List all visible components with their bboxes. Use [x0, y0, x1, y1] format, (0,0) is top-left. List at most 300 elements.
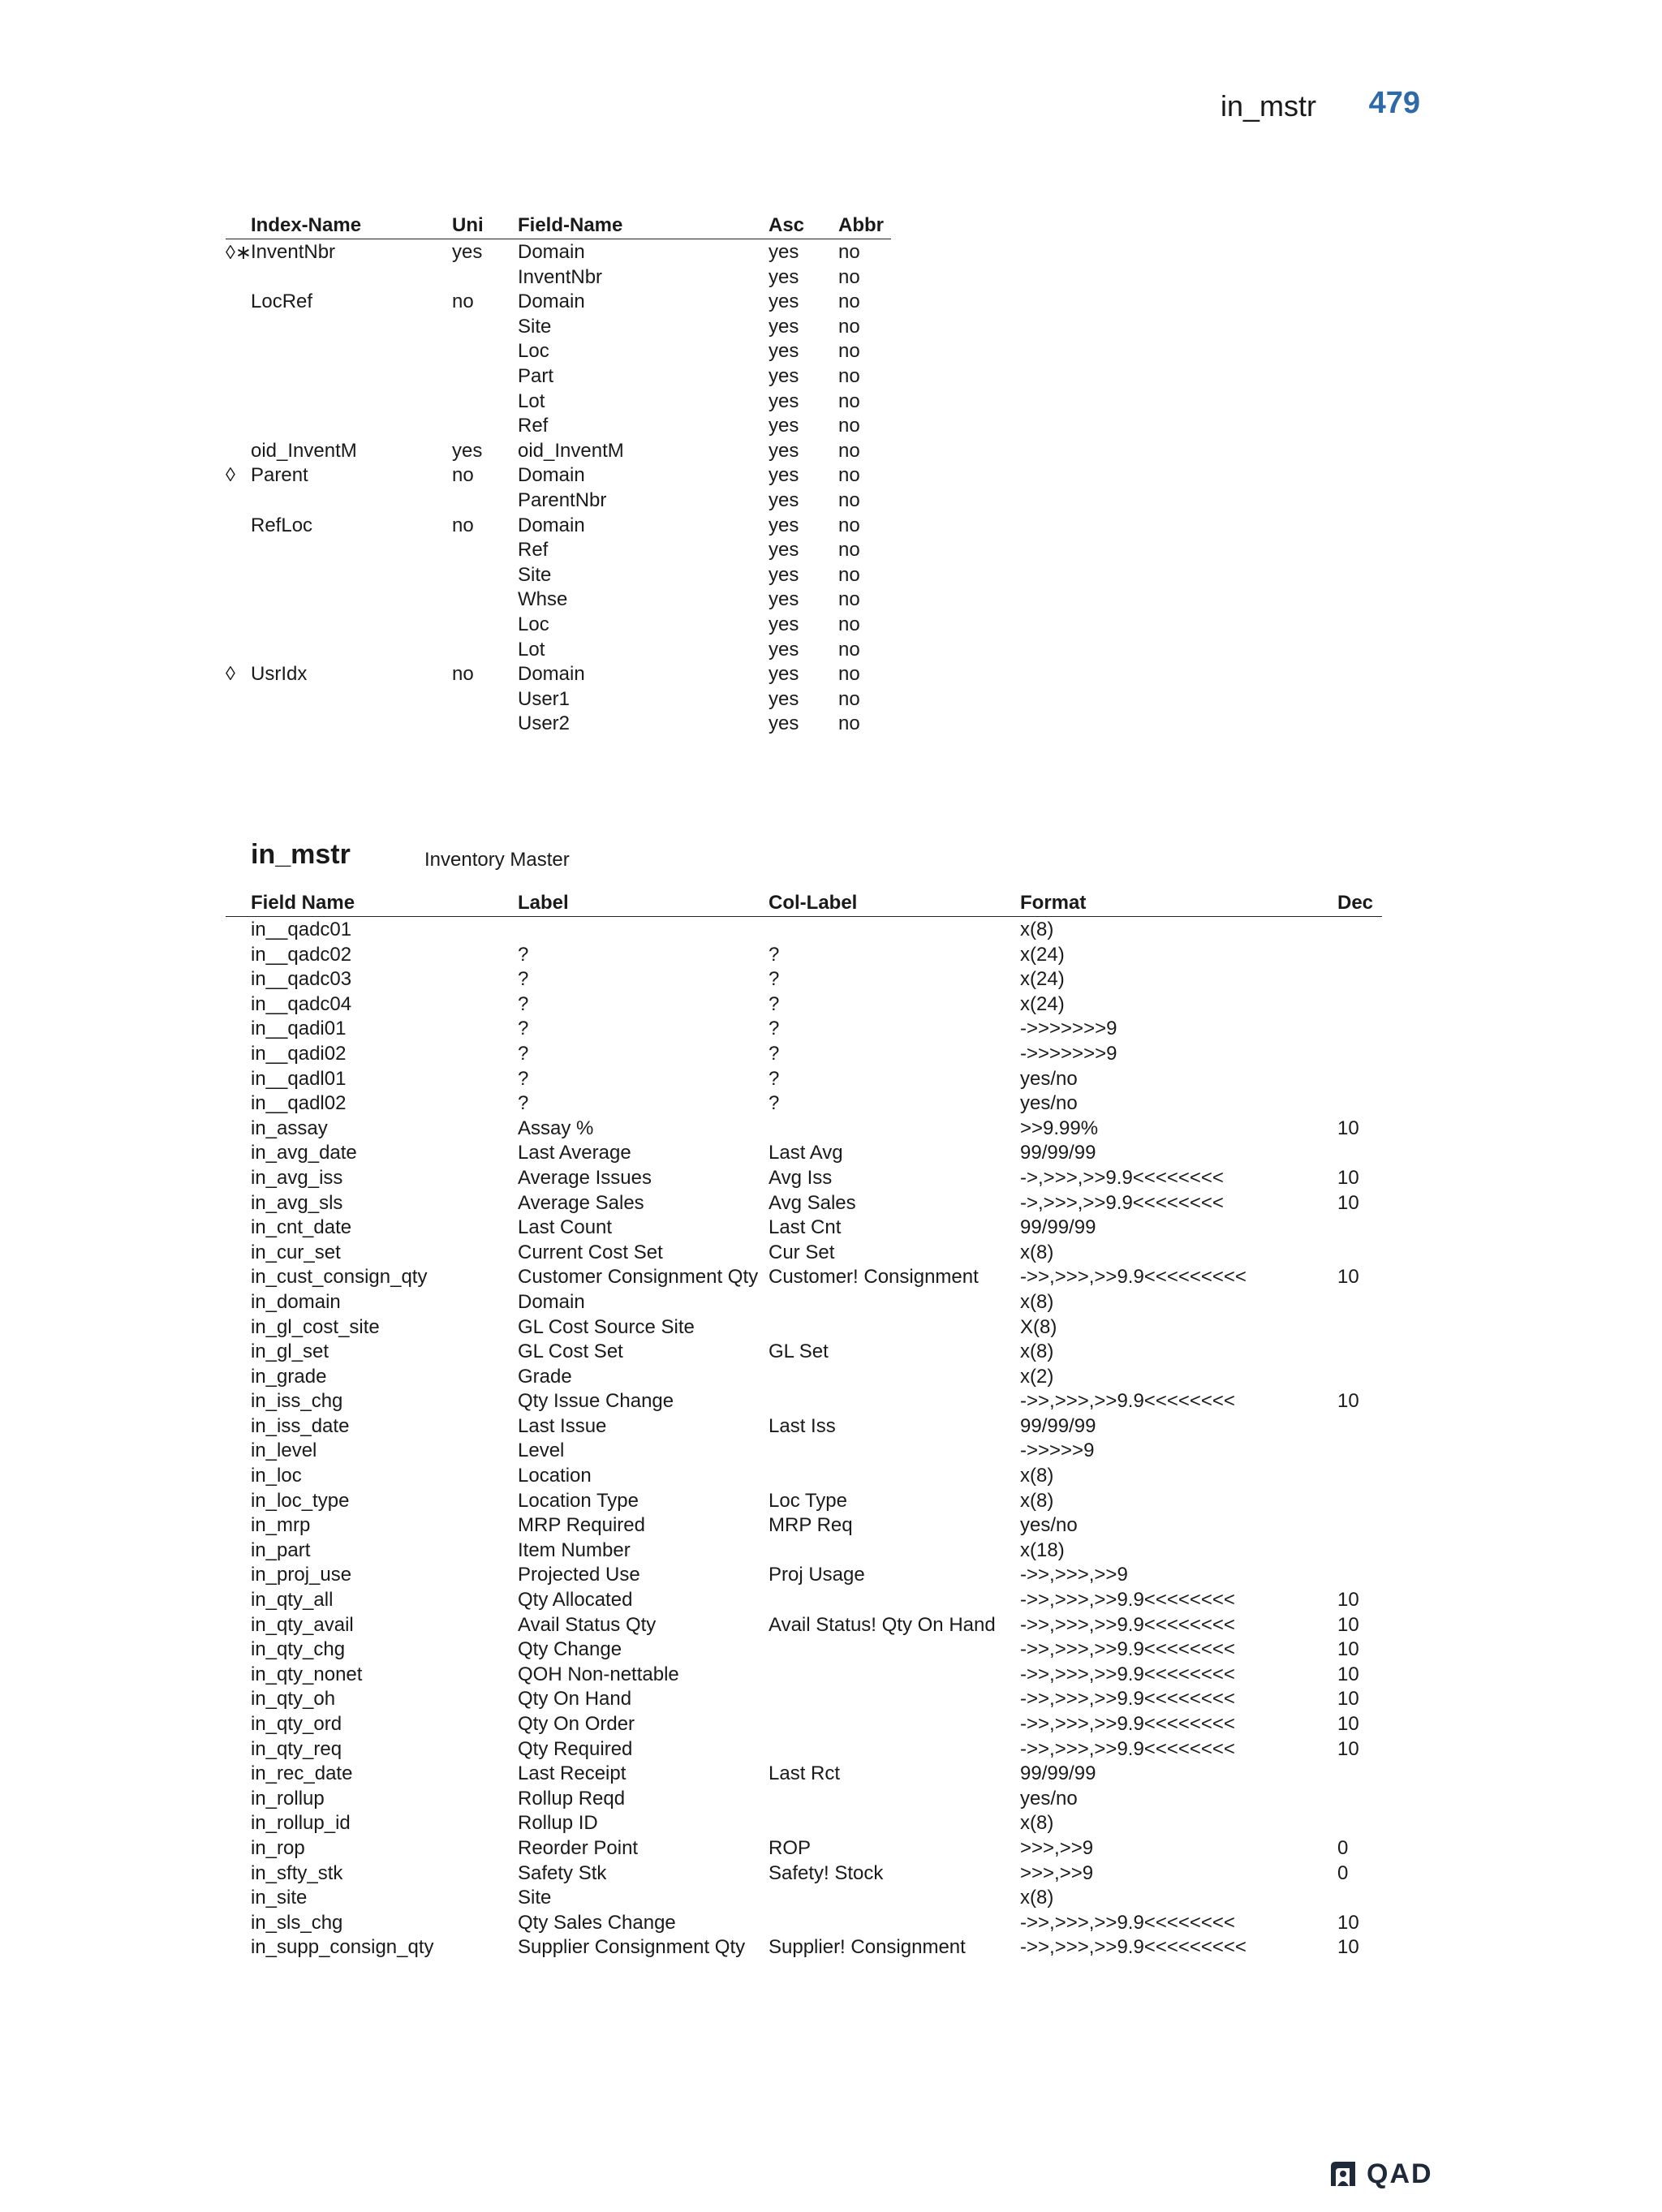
label-cell: Location	[518, 1465, 592, 1487]
format-cell: ->>>>>9	[1020, 1440, 1095, 1462]
field-table-row	[226, 1612, 1382, 1637]
format-cell: x(24)	[1020, 968, 1065, 991]
abbreviated-cell: no	[838, 415, 860, 437]
format-cell: ->>,>>>,>>9.9<<<<<<<<	[1020, 1713, 1235, 1735]
col-label-cell: Cur Set	[769, 1241, 835, 1263]
label-cell: Last Issue	[518, 1414, 607, 1437]
col-label-cell: MRP Req	[769, 1514, 853, 1537]
label-cell: Reorder Point	[518, 1836, 639, 1859]
abbreviated-cell: no	[838, 315, 860, 338]
unique-cell: no	[452, 663, 474, 686]
col-label-cell: Last Rct	[769, 1762, 841, 1785]
field-table-row	[226, 1066, 1382, 1091]
label-cell: Qty On Hand	[518, 1688, 632, 1711]
field-name-cell: User2	[518, 712, 571, 735]
field-table-row	[226, 1637, 1382, 1662]
col-label-cell: ?	[769, 1067, 780, 1090]
label-cell: ?	[518, 992, 529, 1015]
unique-cell: yes	[452, 439, 483, 462]
label-cell: GL Cost Set	[518, 1341, 623, 1363]
ascending-cell: yes	[769, 488, 799, 511]
format-cell: >>>,>>9	[1020, 1861, 1094, 1884]
format-cell: ->>,>>>,>>9.9<<<<<<<<	[1020, 1613, 1235, 1636]
field-name-cell: User1	[518, 687, 571, 710]
label-cell: Rollup Reqd	[518, 1787, 626, 1810]
field-table-row	[226, 966, 1382, 992]
label-cell: Rollup ID	[518, 1812, 598, 1835]
label-cell: Last Count	[518, 1216, 613, 1239]
field-table-row	[226, 1686, 1382, 1711]
ascending-cell: yes	[769, 364, 799, 387]
field-name-cell: in__qadc02	[251, 943, 352, 966]
field-name-cell: in_proj_use	[251, 1564, 352, 1586]
ascending-cell: yes	[769, 340, 799, 363]
field-name-cell: Ref	[518, 415, 549, 437]
decimals-cell: 10	[1337, 1688, 1359, 1711]
field-name-cell: in_cnt_date	[251, 1216, 352, 1239]
field-name-cell: in_avg_iss	[251, 1166, 343, 1189]
format-cell: 99/99/99	[1020, 1142, 1096, 1164]
unique-cell: no	[452, 290, 474, 313]
index-table-row	[226, 239, 891, 265]
unique-cell: no	[452, 514, 474, 536]
field-name-cell: in__qadi01	[251, 1018, 347, 1040]
col-label-cell: Last Cnt	[769, 1216, 842, 1239]
decimals-cell: 10	[1337, 1266, 1359, 1289]
ascending-cell: yes	[769, 588, 799, 611]
col-header-dec: Dec	[1337, 892, 1374, 914]
field-name-cell: Domain	[518, 464, 585, 487]
col-label-cell: Avg Iss	[769, 1166, 833, 1189]
field-name-cell: in_gl_cost_site	[251, 1315, 380, 1338]
field-name-cell: in_grade	[251, 1365, 327, 1388]
field-table-row	[226, 1116, 1382, 1141]
field-name-cell: in_loc_type	[251, 1489, 350, 1512]
field-table-row	[226, 1835, 1382, 1861]
field-name-cell: Site	[518, 563, 552, 586]
abbreviated-cell: no	[838, 638, 860, 661]
col-label-cell: ?	[769, 992, 780, 1015]
abbreviated-cell: no	[838, 687, 860, 710]
ascending-cell: yes	[769, 464, 799, 487]
abbreviated-cell: no	[838, 340, 860, 363]
field-name-cell: Domain	[518, 290, 585, 313]
ascending-cell: yes	[769, 514, 799, 536]
field-name-cell: in_qty_ord	[251, 1713, 342, 1735]
format-cell: x(8)	[1020, 1241, 1054, 1263]
field-table-row	[226, 1140, 1382, 1165]
field-name-cell: in_cur_set	[251, 1241, 341, 1263]
label-cell: ?	[518, 1018, 529, 1040]
field-name-cell: in_rollup	[251, 1787, 325, 1810]
label-cell: Average Sales	[518, 1191, 644, 1214]
label-cell: Average Issues	[518, 1166, 652, 1189]
decimals-cell: 10	[1337, 1166, 1359, 1189]
ascending-cell: yes	[769, 415, 799, 437]
format-cell: yes/no	[1020, 1787, 1078, 1810]
field-table-header	[226, 890, 1382, 917]
decimals-cell: 10	[1337, 1737, 1359, 1760]
field-table-row	[226, 1364, 1382, 1389]
label-cell: Level	[518, 1440, 565, 1462]
field-table-row	[226, 1388, 1382, 1414]
format-cell: ->>>>>>>9	[1020, 1018, 1117, 1040]
index-table	[226, 213, 891, 736]
format-cell: ->,>>>,>>9.9<<<<<<<<	[1020, 1166, 1224, 1189]
field-table-row	[226, 1562, 1382, 1587]
ascending-cell: yes	[769, 687, 799, 710]
field-table-row	[226, 1289, 1382, 1315]
format-cell: >>9.99%	[1020, 1117, 1099, 1139]
index-table-row	[226, 661, 891, 686]
index-table-row	[226, 612, 891, 637]
format-cell: x(8)	[1020, 1290, 1054, 1313]
index-table-row	[226, 686, 891, 712]
field-name-cell: Whse	[518, 588, 568, 611]
decimals-cell: 10	[1337, 1117, 1359, 1139]
format-cell: ->>,>>>,>>9.9<<<<<<<<	[1020, 1638, 1235, 1661]
field-table-row	[226, 1190, 1382, 1216]
format-cell: 99/99/99	[1020, 1414, 1096, 1437]
col-label-cell: Last Avg	[769, 1142, 843, 1164]
format-cell: x(8)	[1020, 919, 1054, 940]
index-table-header	[226, 213, 891, 239]
format-cell: 99/99/99	[1020, 1762, 1096, 1785]
decimals-cell: 0	[1337, 1836, 1349, 1859]
label-cell: Domain	[518, 1290, 585, 1313]
field-name-cell: Site	[518, 315, 552, 338]
field-name-cell: in_level	[251, 1440, 317, 1462]
field-name-cell: Domain	[518, 241, 585, 263]
index-name-cell: oid_InventM	[251, 439, 357, 462]
field-table-row	[226, 1215, 1382, 1240]
col-label-cell: ROP	[769, 1836, 812, 1859]
col-label-cell: Avail Status! Qty On Hand	[769, 1613, 996, 1636]
col-header-field-name: Field Name	[251, 892, 355, 914]
label-cell: Item Number	[518, 1539, 631, 1561]
abbreviated-cell: no	[838, 364, 860, 387]
format-cell: ->>>>>>>9	[1020, 1042, 1117, 1065]
field-name-cell: in_rec_date	[251, 1762, 353, 1785]
index-marker: ◊	[226, 663, 235, 686]
col-header-field-name: Field-Name	[518, 214, 623, 236]
field-name-cell: in_sls_chg	[251, 1911, 343, 1934]
format-cell: 99/99/99	[1020, 1216, 1096, 1239]
field-name-cell: in_qty_req	[251, 1737, 342, 1760]
decimals-cell: 10	[1337, 1911, 1359, 1934]
unique-cell: no	[452, 464, 474, 487]
format-cell: x(2)	[1020, 1365, 1054, 1388]
ascending-cell: yes	[769, 613, 799, 635]
label-cell: Customer Consignment Qty	[518, 1266, 759, 1289]
label-cell: Qty Required	[518, 1737, 633, 1760]
label-cell: ?	[518, 1067, 529, 1090]
field-table-row	[226, 1091, 1382, 1116]
col-header-abbr: Abbr	[838, 214, 884, 236]
col-label-cell: GL Set	[769, 1341, 829, 1363]
field-name-cell: in_iss_chg	[251, 1390, 343, 1413]
ascending-cell: yes	[769, 265, 799, 288]
abbreviated-cell: no	[838, 663, 860, 686]
format-cell: yes/no	[1020, 1514, 1078, 1537]
label-cell: QOH Non-nettable	[518, 1663, 679, 1685]
index-table-row	[226, 562, 891, 587]
ascending-cell: yes	[769, 290, 799, 313]
decimals-cell: 10	[1337, 1191, 1359, 1214]
decimals-cell: 10	[1337, 1589, 1359, 1612]
index-table-row	[226, 488, 891, 513]
unique-cell: yes	[452, 241, 483, 263]
abbreviated-cell: no	[838, 265, 860, 288]
field-table-row	[226, 1438, 1382, 1463]
decimals-cell: 0	[1337, 1861, 1349, 1884]
label-cell: Qty On Order	[518, 1713, 635, 1735]
field-name-cell: Lot	[518, 389, 545, 412]
label-cell: Projected Use	[518, 1564, 640, 1586]
field-name-cell: in_qty_all	[251, 1589, 334, 1612]
format-cell: ->>,>>>,>>9.9<<<<<<<<	[1020, 1663, 1235, 1685]
field-name-cell: in_qty_nonet	[251, 1663, 363, 1685]
label-cell: Grade	[518, 1365, 572, 1388]
field-table	[226, 890, 1382, 1960]
ascending-cell: yes	[769, 241, 799, 263]
field-name-cell: in_iss_date	[251, 1414, 350, 1437]
field-name-cell: Domain	[518, 663, 585, 686]
format-cell: x(24)	[1020, 943, 1065, 966]
abbreviated-cell: no	[838, 488, 860, 511]
format-cell: x(8)	[1020, 1341, 1054, 1363]
page-header	[1136, 86, 1428, 130]
field-name-cell: in_qty_oh	[251, 1688, 336, 1711]
field-table-row	[226, 1711, 1382, 1736]
index-table-row	[226, 711, 891, 736]
col-header-uni: Uni	[452, 214, 484, 236]
label-cell: ?	[518, 943, 529, 966]
field-name-cell: Part	[518, 364, 554, 387]
qad-logo	[1328, 2158, 1449, 2191]
col-label-cell: ?	[769, 1042, 780, 1065]
col-label-cell: Last Iss	[769, 1414, 836, 1437]
index-table-row	[226, 513, 891, 538]
field-table-row	[226, 1264, 1382, 1289]
format-cell: X(8)	[1020, 1315, 1057, 1338]
table-description: Inventory Master	[424, 849, 570, 871]
field-name-cell: in_rollup_id	[251, 1812, 351, 1835]
index-marker: ◊∗	[226, 242, 252, 264]
label-cell: Qty Sales Change	[518, 1911, 676, 1934]
format-cell: ->>,>>>,>>9	[1020, 1564, 1128, 1586]
ascending-cell: yes	[769, 638, 799, 661]
label-cell: Location Type	[518, 1489, 639, 1512]
field-table-row	[226, 1885, 1382, 1910]
field-name-cell: in_mrp	[251, 1514, 311, 1537]
field-table-row	[226, 1786, 1382, 1811]
field-name-cell: oid_InventM	[518, 439, 624, 462]
abbreviated-cell: no	[838, 514, 860, 536]
col-label-cell: ?	[769, 1018, 780, 1040]
ascending-cell: yes	[769, 663, 799, 686]
logo-text: QAD	[1367, 2158, 1433, 2189]
field-name-cell: in__qadl02	[251, 1092, 347, 1115]
index-table-row	[226, 413, 891, 438]
label-cell: Current Cost Set	[518, 1241, 663, 1263]
field-table-row	[226, 942, 1382, 967]
col-header-index-name: Index-Name	[251, 214, 362, 236]
format-cell: x(8)	[1020, 1489, 1054, 1512]
field-name-cell: ParentNbr	[518, 488, 607, 511]
label-cell: Qty Issue Change	[518, 1390, 674, 1413]
field-table-row	[226, 1761, 1382, 1786]
col-label-cell: ?	[769, 1092, 780, 1115]
decimals-cell: 10	[1337, 1613, 1359, 1636]
index-name-cell: Parent	[251, 464, 308, 487]
index-table-row	[226, 463, 891, 488]
field-name-cell: in_loc	[251, 1465, 302, 1487]
field-name-cell: in_part	[251, 1539, 311, 1561]
index-table-row	[226, 314, 891, 339]
qad-logo-icon	[1328, 2158, 1360, 2189]
field-name-cell: in__qadi02	[251, 1042, 347, 1065]
field-table-row	[226, 1165, 1382, 1190]
label-cell: ?	[518, 968, 529, 991]
format-cell: ->>,>>>,>>9.9<<<<<<<<	[1020, 1737, 1235, 1760]
field-name-cell: in_rop	[251, 1836, 305, 1859]
col-label-cell: Supplier! Consignment	[769, 1936, 966, 1959]
col-header-label: Label	[518, 892, 569, 914]
col-label-cell: ?	[769, 943, 780, 966]
field-name-cell: Domain	[518, 514, 585, 536]
field-table-row	[226, 1513, 1382, 1538]
header-title: in_mstr	[1220, 89, 1316, 123]
index-table-row	[226, 265, 891, 290]
field-table-row	[226, 917, 1382, 942]
field-table-row	[226, 1339, 1382, 1364]
field-table-row	[226, 1934, 1382, 1960]
field-table-row	[226, 1240, 1382, 1265]
label-cell: Last Receipt	[518, 1762, 626, 1785]
field-table-row	[226, 992, 1382, 1017]
label-cell: Site	[518, 1887, 552, 1909]
abbreviated-cell: no	[838, 613, 860, 635]
field-table-row	[226, 1463, 1382, 1488]
format-cell: ->>,>>>,>>9.9<<<<<<<<	[1020, 1688, 1235, 1711]
field-table-row	[226, 1861, 1382, 1886]
label-cell: Safety Stk	[518, 1861, 607, 1884]
format-cell: ->,>>>,>>9.9<<<<<<<<	[1020, 1191, 1224, 1214]
field-table-row	[226, 1910, 1382, 1935]
format-cell: ->>,>>>,>>9.9<<<<<<<<	[1020, 1589, 1235, 1612]
format-cell: >>>,>>9	[1020, 1836, 1094, 1859]
format-cell: ->>,>>>,>>9.9<<<<<<<<	[1020, 1390, 1235, 1413]
col-header-col-label: Col-Label	[769, 892, 858, 914]
index-table-row	[226, 364, 891, 389]
index-name-cell: InventNbr	[251, 241, 336, 263]
format-cell: x(8)	[1020, 1887, 1054, 1909]
label-cell: ?	[518, 1042, 529, 1065]
field-table-row	[226, 1587, 1382, 1612]
field-name-cell: in_avg_sls	[251, 1191, 343, 1214]
abbreviated-cell: no	[838, 241, 860, 263]
label-cell: Qty Allocated	[518, 1589, 633, 1612]
ascending-cell: yes	[769, 712, 799, 735]
label-cell: Qty Change	[518, 1638, 622, 1661]
field-name-cell: in__qadc04	[251, 992, 352, 1015]
col-header-format: Format	[1020, 892, 1087, 914]
label-cell: Assay %	[518, 1117, 594, 1139]
abbreviated-cell: no	[838, 464, 860, 487]
label-cell: Last Average	[518, 1142, 631, 1164]
index-table-row	[226, 537, 891, 562]
ascending-cell: yes	[769, 315, 799, 338]
col-header-asc: Asc	[769, 214, 805, 236]
index-marker: ◊	[226, 464, 235, 487]
abbreviated-cell: no	[838, 539, 860, 562]
field-name-cell: in_domain	[251, 1290, 341, 1313]
field-name-cell: in_avg_date	[251, 1142, 357, 1164]
format-cell: x(18)	[1020, 1539, 1065, 1561]
ascending-cell: yes	[769, 439, 799, 462]
label-cell: GL Cost Source Site	[518, 1315, 695, 1338]
index-name-cell: RefLoc	[251, 514, 313, 536]
field-name-cell: in__qadc01	[251, 919, 352, 940]
ascending-cell: yes	[769, 539, 799, 562]
ascending-cell: yes	[769, 389, 799, 412]
format-cell: x(8)	[1020, 1812, 1054, 1835]
index-table-row	[226, 438, 891, 463]
col-label-cell: Customer! Consignment	[769, 1266, 979, 1289]
col-label-cell: Loc Type	[769, 1489, 847, 1512]
label-cell: ?	[518, 1092, 529, 1115]
field-name-cell: InventNbr	[518, 265, 603, 288]
abbreviated-cell: no	[838, 588, 860, 611]
field-name-cell: in_assay	[251, 1117, 328, 1139]
field-table-row	[226, 1414, 1382, 1439]
decimals-cell: 10	[1337, 1638, 1359, 1661]
format-cell: x(24)	[1020, 992, 1065, 1015]
label-cell: Supplier Consignment Qty	[518, 1936, 746, 1959]
format-cell: ->>,>>>,>>9.9<<<<<<<<<	[1020, 1266, 1246, 1289]
decimals-cell: 10	[1337, 1663, 1359, 1685]
field-name-cell: in_qty_chg	[251, 1638, 346, 1661]
field-name-cell: Lot	[518, 638, 545, 661]
index-table-row	[226, 637, 891, 662]
field-name-cell: in_supp_consign_qty	[251, 1936, 434, 1959]
label-cell: Avail Status Qty	[518, 1613, 657, 1636]
format-cell: yes/no	[1020, 1092, 1078, 1115]
decimals-cell: 10	[1337, 1713, 1359, 1735]
col-label-cell: ?	[769, 968, 780, 991]
index-table-row	[226, 587, 891, 612]
field-table-row	[226, 1315, 1382, 1340]
decimals-cell: 10	[1337, 1936, 1359, 1959]
field-name-cell: in__qadc03	[251, 968, 352, 991]
index-table-row	[226, 289, 891, 314]
format-cell: ->>,>>>,>>9.9<<<<<<<<<	[1020, 1936, 1246, 1959]
field-name-cell: in_qty_avail	[251, 1613, 354, 1636]
col-label-cell: Safety! Stock	[769, 1861, 884, 1884]
field-table-row	[226, 1488, 1382, 1513]
field-name-cell: in_sfty_stk	[251, 1861, 343, 1884]
field-table-row	[226, 1016, 1382, 1041]
field-name-cell: in_site	[251, 1887, 308, 1909]
field-name-cell: in__qadl01	[251, 1067, 347, 1090]
index-table-row	[226, 338, 891, 364]
page-number: 479	[1368, 86, 1420, 120]
index-table-row	[226, 389, 891, 414]
field-table-row	[226, 1810, 1382, 1835]
col-label-cell: Proj Usage	[769, 1564, 865, 1586]
field-name-cell: Loc	[518, 613, 549, 635]
